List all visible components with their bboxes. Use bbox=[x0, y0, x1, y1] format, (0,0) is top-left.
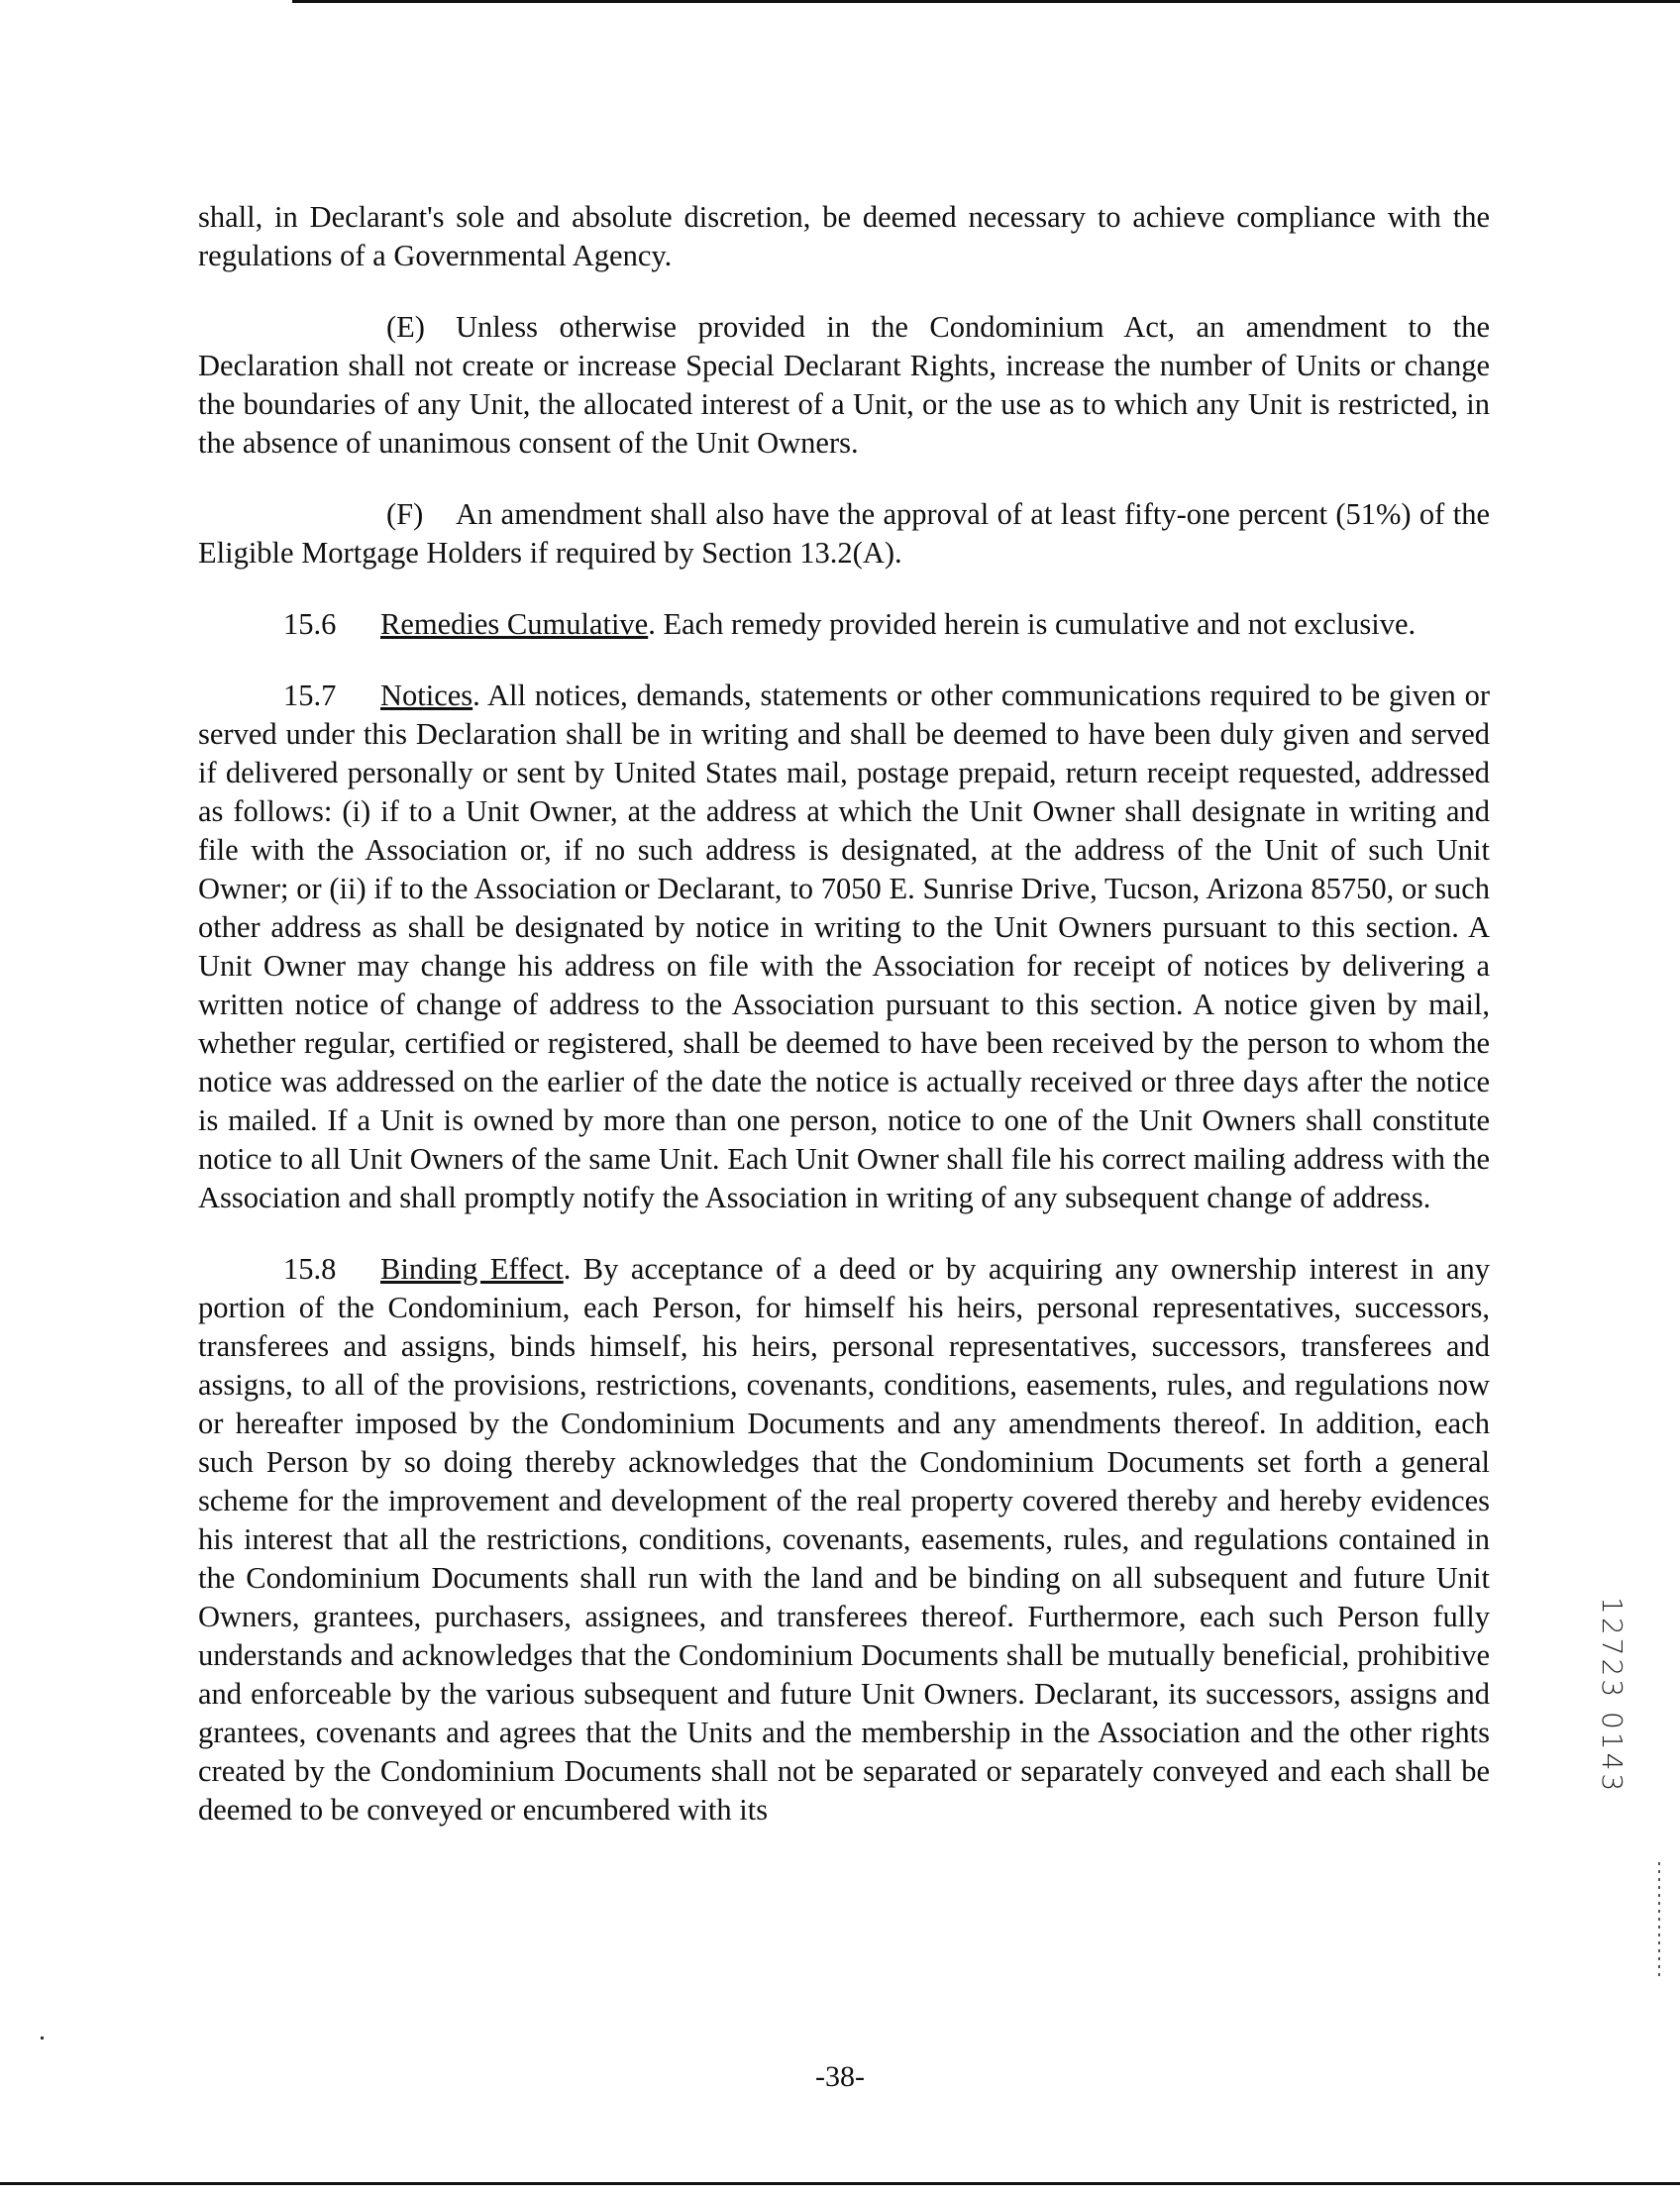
section-15-7-heading: Notices bbox=[380, 679, 473, 712]
subsection-e-text: Unless otherwise provided in the Condominium Act, an amendment to the Declaration shall not create or increase Special Declarant Rights, increase the number of Units or change the boundaries of any Unit, the allocated interest of a Unit, or the use as to which any Unit is restricted, in the absence of unanimous consent of the Unit Owners. bbox=[198, 310, 1490, 460]
subsection-f-label: (F) bbox=[386, 497, 424, 531]
top-border-line bbox=[292, 0, 1680, 3]
subsection-f bbox=[198, 495, 1490, 573]
recording-stamp-text: 12723 0143 bbox=[1596, 1597, 1628, 1795]
subsection-e bbox=[198, 308, 1490, 463]
recording-stamp bbox=[1597, 1597, 1628, 1854]
edge-dot-mark bbox=[41, 2037, 44, 2039]
section-15-7 bbox=[198, 677, 1490, 1217]
section-15-7-text: . All notices, demands, statements or other communications required to be given or served under this Declaration shall be in writing and shall be deemed to have been duly given and served if delivered personally or sent by United States mail, postage prepaid, return receipt requested, addressed as follows: (i) if to a Unit Owner, at the address at which the Unit Owner shall designate in writing and file with the Association or, if no such address is designated, at the address of the Unit of such Unit Owner; or (ii) if to the Association or Declarant, to 7050 E. Sunrise Drive, Tucson, Arizona 85750, or such other address as shall be designated by notice in writing to the Unit Owners pursuant to this section. A Unit Owner may change his address on file with the Association for receipt of notices by delivering a written notice of change of address to the Association pursuant to this section. A notice given by mail, whether regular, certified or registered, shall be deemed to have been received by the person to whom the notice was addressed on the earlier of the date the notice is actually received or three days after the notice is mailed. If a Unit is owned by more than one person, notice to one of the Unit Owners shall constitute notice to all Unit Owners of the same Unit. Each Unit Owner shall file his correct mailing address with the Association and shall promptly notify the Association in writing of any subsequent change of address. bbox=[198, 679, 1490, 1214]
section-15-8-heading: Binding Effect bbox=[380, 1252, 564, 1286]
section-15-8 bbox=[198, 1250, 1490, 1829]
section-15-6-number: 15.6 bbox=[283, 607, 337, 641]
continuation-text: shall, in Declarant's sole and absolute discretion, be deemed necessary to achieve compliance with the regulations of a Governmental Agency. bbox=[198, 200, 1490, 272]
bottom-border-line bbox=[0, 2182, 1680, 2185]
section-15-6-text: . Each remedy provided herein is cumulative and not exclusive. bbox=[648, 607, 1417, 641]
section-15-7-number: 15.7 bbox=[283, 679, 337, 712]
document-body bbox=[198, 198, 1490, 1829]
edge-dash-mark bbox=[1658, 1862, 1660, 1981]
continuation-paragraph bbox=[198, 198, 1490, 275]
section-15-8-number: 15.8 bbox=[283, 1252, 337, 1286]
section-15-6-heading: Remedies Cumulative bbox=[380, 607, 649, 641]
subsection-f-text: An amendment shall also have the approval of at least fifty-one percent (51%) of the Eligible Mortgage Holders if required by Section 13.2(A). bbox=[198, 497, 1490, 570]
section-15-8-text: . By acceptance of a deed or by acquiring any ownership interest in any portion of the Condominium, each Person, for himself his heirs, personal representatives, successors, transferees and assigns, binds himself, his heirs, personal representatives, successors, transferees and assigns, to all of the provisions, restrictions, covenants, conditions, easements, rules, and regulations now or hereafter imposed by the Condominium Documents and any amendments thereof. In addition, each such Person by so doing thereby acknowledges that the Condominium Documents set forth a general scheme for the improvement and development of the real property covered thereby and hereby evidences his interest that all the restrictions, conditions, covenants, easements, rules, and regulations contained in the Condominium Documents shall run with the land and be binding on all subsequent and future Unit Owners, grantees, purchasers, assignees, and transferees thereof. Furthermore, each such Person fully understands and acknowledges that the Condominium Documents shall be mutually beneficial, prohibitive and enforceable by the various subsequent and future Unit Owners. Declarant, its successors, assigns and grantees, covenants and agrees that the Units and the membership in the Association and the other rights created by the Condominium Documents shall not be separated or separately conveyed and each shall be deemed to be conveyed or encumbered with its bbox=[198, 1252, 1490, 1827]
section-15-6 bbox=[198, 605, 1490, 644]
subsection-e-label: (E) bbox=[386, 310, 425, 344]
page-number: -38- bbox=[815, 2060, 865, 2093]
